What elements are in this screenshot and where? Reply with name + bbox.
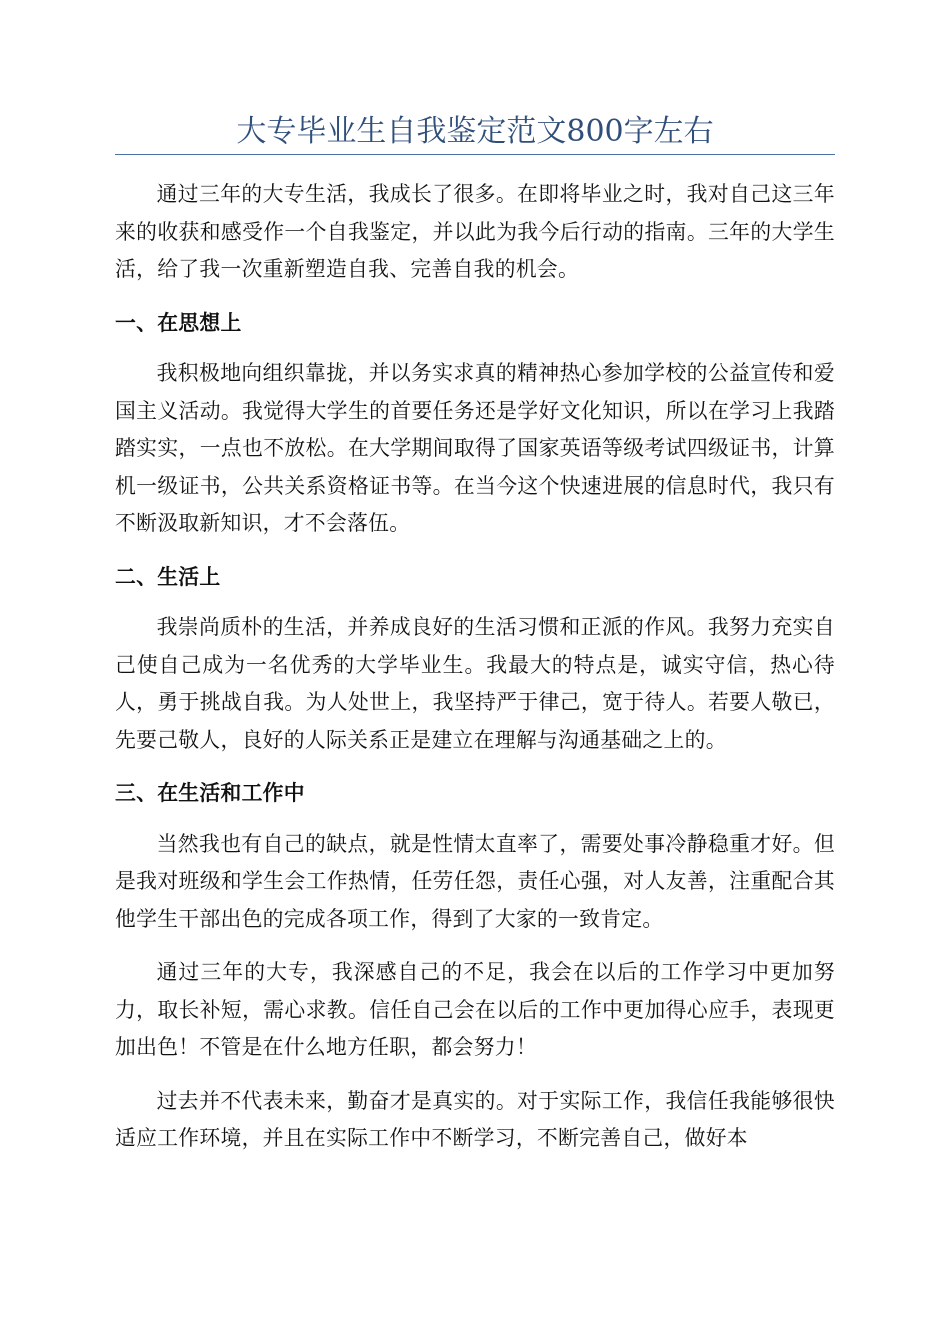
document-body (115, 176, 835, 1174)
paragraph-intro: 通过三年的大专生活，我成长了很多。在即将毕业之时，我对自己这三年来的收获和感受作一个自我鉴定，并以此为我今后行动的指南。三年的大学生活，给了我一次重新塑造自我、完善自我的机会。 (115, 182, 835, 281)
paragraph-reflection: 通过三年的大专，我深感自己的不足，我会在以后的工作学习中更加努力，取长补短，需心求教。信任自己会在以后的工作中更加得心应手，表现更加出色！不管是在什么地方任职，都会努力！ (115, 960, 835, 1059)
paragraph-thought: 我积极地向组织靠拢，并以务实求真的精神热心参加学校的公益宣传和爱国主义活动。我觉得大学生的首要任务还是学好文化知识，所以在学习上我踏踏实实，一点也不放松。在大学期间取得了国家英语等级考试四级证书，计算机一级证书，公共关系资格证书等。在当今这个快速进展的信息时代，我只有不断汲取新知识，才不会落伍。 (115, 361, 835, 535)
title-underline (115, 154, 835, 155)
section-heading-work: 三、在生活和工作中 (115, 781, 305, 805)
document-title: 大专毕业生自我鉴定范文800字左右 (236, 114, 714, 149)
paragraph-future: 过去并不代表未来，勤奋才是真实的。对于实际工作，我信任我能够很快适应工作环境，并且在实际工作中不断学习，不断完善自己，做好本 (115, 1088, 835, 1150)
paragraph-life: 我崇尚质朴的生活，并养成良好的生活习惯和正派的作风。我努力充实自己使自己成为一名优秀的大学毕业生。我最大的特点是，诚实守信，热心待人，勇于挑战自我。为人处世上，我坚持严于律己，宽于待人。若要人敬已，先要己敬人，良好的人际关系正是建立在理解与沟通基础之上的。 (115, 615, 835, 752)
section-heading-thought: 一、在思想上 (115, 310, 242, 335)
paragraph-work: 当然我也有自己的缺点，就是性情太直率了，需要处事冷静稳重才好。但是我对班级和学生会工作热情，任劳任怨，责任心强，对人友善，注重配合其他学生干部出色的完成各项工作，得到了大家的一致肯定。 (115, 831, 835, 931)
section-heading-life: 二、生活上 (115, 564, 221, 589)
